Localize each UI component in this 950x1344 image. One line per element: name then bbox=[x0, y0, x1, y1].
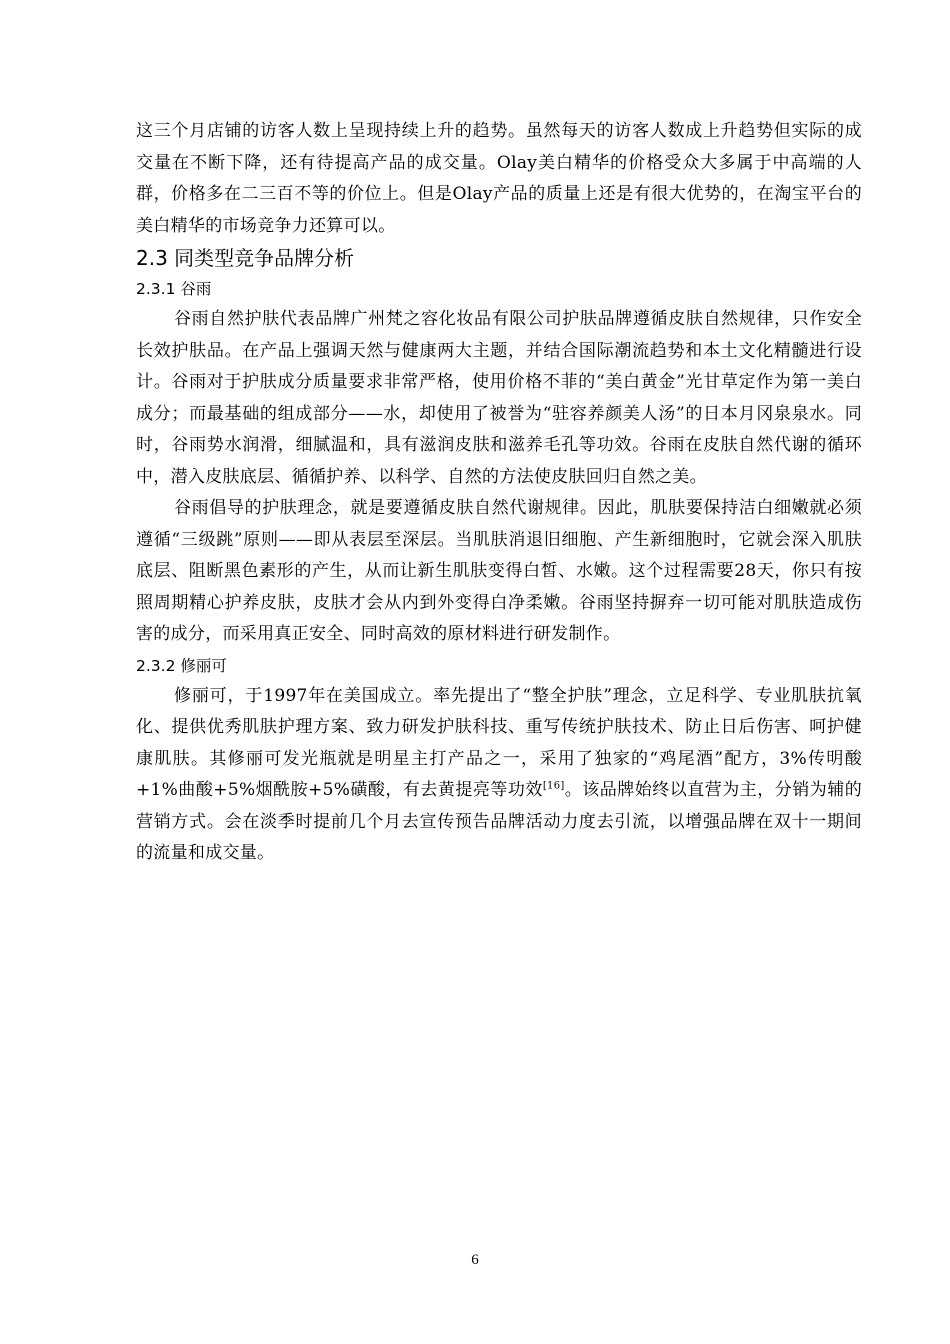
skinceuticals-paragraph bbox=[136, 681, 862, 870]
guyu-paragraph-1: 谷雨自然护肤代表品牌广州梵之容化妆品有限公司护肤品牌遵循皮肤自然规律，只作安全长效护肤品。在产品上强调天然与健康两大主题，并结合国际潮流趋势和本土文化精髓进行设计。谷雨对于护肤成分质量要求非常严格，使用价格不菲的“美白黄金”光甘草定作为第一美白成分；而最基础的组成部分——水，却使用了被誉为“驻容养颜美人汤”的日本月冈泉泉水。同时，谷雨势水润滑，细腻温和，具有滋润皮肤和滋养毛孔等功效。谷雨在皮肤自然代谢的循环中，潜入皮肤底层、循循护养、以科学、自然的方法使皮肤回归自然之美。 bbox=[136, 309, 862, 487]
skinceuticals-text-part1: 修丽可，于1997年在美国成立。率先提出了“整全护肤”理念，立足科学、专业肌肤抗氧化、提供优秀肌肤护理方案、致力研发护肤科技、重写传统护肤技术、防止日后伤害、呵护健康肌肤。其修丽可发光瓶就是明星主打产品之一，采用了独家的“鸡尾酒”配方，3%传明酸+1%曲酸+5%烟酰胺+5%磺酸，有去黄提亮等功效 bbox=[136, 685, 862, 800]
section-heading: 2.3 同类型竞争品牌分析 bbox=[136, 246, 355, 270]
subsection-heading-skinceuticals: 2.3.2 修丽可 bbox=[136, 656, 227, 675]
page-body bbox=[136, 116, 862, 870]
guyu-paragraph-2: 谷雨倡导的护肤理念，就是要遵循皮肤自然代谢规律。因此，肌肤要保持洁白细嫩就必须遵循“三级跳”原则——即从表层至深层。当肌肤消退旧细胞、产生新细胞时，它就会深入肌肤底层、阻断黑色素形的产生，从而让新生肌肤变得白皙、水嫩。这个过程需要28天，你只有按照周期精心护养皮肤，皮肤才会从内到外变得白净柔嫩。谷雨坚持摒弃一切可能对肌肤造成伤害的成分，而采用真正安全、同时高效的原材料进行研发制作。 bbox=[136, 498, 862, 644]
intro-paragraph: 这三个月店铺的访客人数上呈现持续上升的趋势。虽然每天的访客人数成上升趋势但实际的成交量在不断下降，还有待提高产品的成交量。Olay美白精华的价格受众大多属于中高端的人群，价格多在二三百不等的价位上。但是Olay产品的质量上还是有很大优势的，在淘宝平台的美白精华的市场竞争力还算可以。 bbox=[136, 121, 862, 236]
subsection-heading-guyu: 2.3.1 谷雨 bbox=[136, 280, 212, 298]
citation-reference: [16] bbox=[542, 780, 565, 792]
skinceuticals-text-part2: 。该品牌始终以直营为主，分销为辅的营销方式。会在淡季时提前几个月去宣传预告品牌活动力度去引流，以增强品牌在双十一期间的流量和成交量。 bbox=[136, 780, 862, 863]
page-number: 6 bbox=[471, 1252, 479, 1268]
